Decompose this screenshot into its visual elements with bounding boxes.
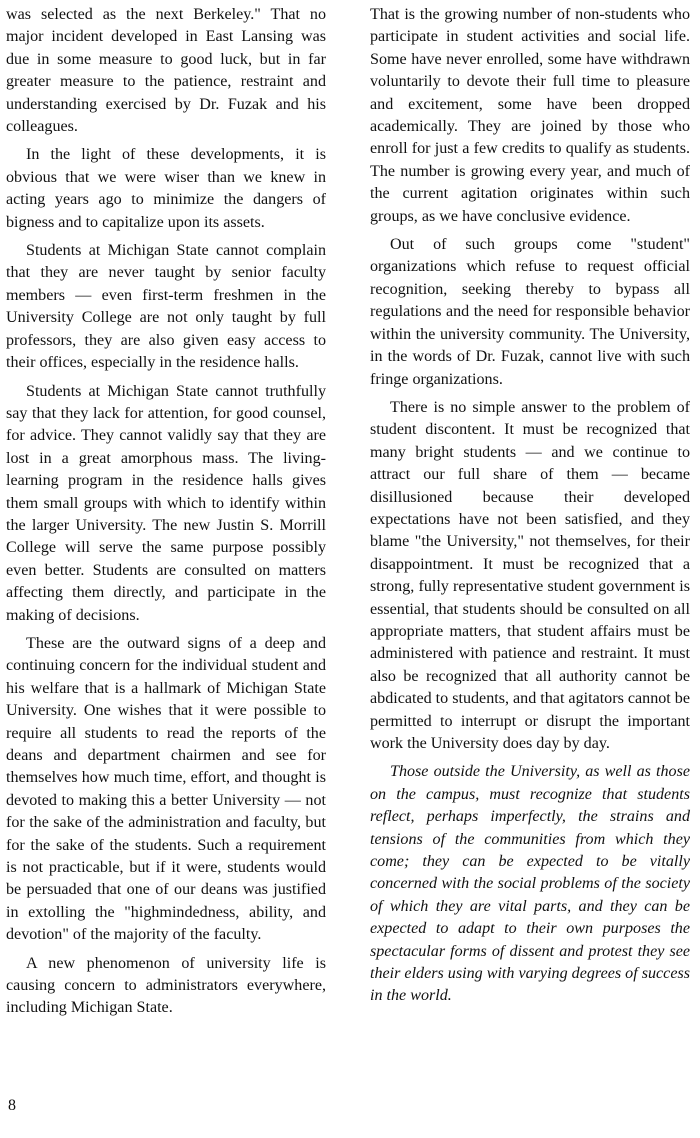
paragraph: A new phenomenon of university life is causing concern to administrators everywhere, including Michigan State. bbox=[6, 954, 326, 1017]
paragraph: Students at Michigan State cannot truthfully say that they lack for attention, for good counsel, for advice. They cannot validly say that they are lost in a great amorphous mass. The living-learning program in the residence halls gives them small groups with which to identify within the larger University. The new Justin S. Morrill College will serve the same purpose possibly even better. Students are consulted on matters affecting them directly, and participate in the making of decisions. bbox=[6, 382, 326, 624]
paragraph: That is the growing number of non-students who participate in student activities and social life. Some have never enrolled, some have withdrawn voluntarily to devote their full time to pleasure and excitement, some have been dropped academically. They are joined by those who enroll for just a few credits to qualify as students. The number is growing every year, and much of the current agitation originates within such groups, as we have conclusive evidence. bbox=[370, 6, 690, 225]
paragraph: Out of such groups come "student" organizations which refuse to request official recognition, seeking thereby to bypass all regulations and the need for responsible behavior within the university community. The University, in the words of Dr. Fuzak, cannot live with such fringe organizations. bbox=[370, 236, 690, 388]
left-column bbox=[6, 4, 326, 1026]
italic-closing-paragraph: Those outside the University, as well as those on the campus, must recognize that students reflect, perhaps imperfectly, the strains and tensions of the communities from which they come; they can be expected to be vitally concerned with the social problems of the society of which they are vital parts, and they can be expected to adapt to their own purposes the spectacular forms of dissent and protest they see their elders using with varying degrees of success in the world. bbox=[370, 763, 690, 1005]
paragraph: In the light of these developments, it is obvious that we were wiser than we knew in acting years ago to minimize the dangers of bigness and to capitalize upon its assets. bbox=[6, 146, 326, 231]
page-number: 8 bbox=[8, 1097, 16, 1114]
paragraph: There is no simple answer to the problem of student discontent. It must be recognized that many bright students — and we continue to attract our full share of them — became disillusioned because their developed expectations have not been satisfied, and they blame "the University," not themselves, for their disappointment. It must be recognized that a strong, fully representative student government is essential, that students should be consulted on all appropriate matters, that student affairs must be administered with patience and restraint. It must also be recognized that all authority cannot be abdicated to students, and that agitators cannot be permitted to interrupt or disrupt the important work the University does day by day. bbox=[370, 398, 690, 752]
right-column bbox=[370, 4, 690, 1014]
paragraph: Students at Michigan State cannot complain that they are never taught by senior faculty members — even first-term freshmen in the University College are not only taught by full professors, they are also given easy access to their offices, especially in the residence halls. bbox=[6, 242, 326, 372]
paragraph: was selected as the next Berkeley." That no major incident developed in East Lansing was due in some measure to good luck, but in far greater measure to the patience, restraint and understanding exercised by Dr. Fuzak and his colleagues. bbox=[6, 6, 326, 136]
paragraph: These are the outward signs of a deep and continuing concern for the individual student and his welfare that is a hallmark of Michigan State University. One wishes that it were possible to require all students to read the reports of the deans and department chairmen and see for themselves how much time, effort, and thought is devoted to making this a better University — not for the sake of the administration and faculty, but for the sake of the students. Such a requirement is not practicable, but if it were, students would be persuaded that one of our deans was justified in extolling the "highmindedness, ability, and devotion" of the majority of the faculty. bbox=[6, 634, 326, 944]
